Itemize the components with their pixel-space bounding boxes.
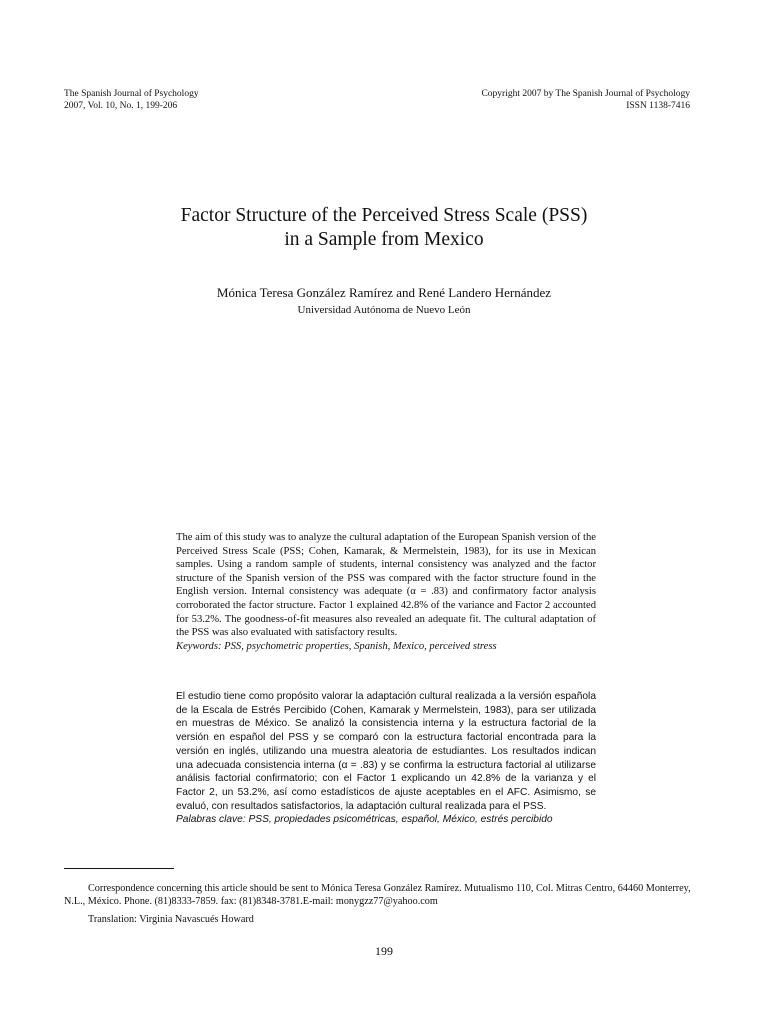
title-line-1: Factor Structure of the Perceived Stress Scale (PSS) — [180, 205, 588, 226]
abstract-spanish — [176, 690, 596, 827]
abstract-english — [176, 531, 596, 653]
journal-header-left — [64, 88, 199, 112]
correspondence-note: Correspondence concerning this article should be sent to Mónica Teresa González Ramírez. Mutualismo 110, Col. Mitras Centro, 64460 Monterrey, N.L., México. Phone. (81)8333-7859. fax: (81)8348-3781.E-mail: monygzz77@yahoo.com — [64, 883, 691, 907]
keywords-english: Keywords: PSS, psychometric properties, Spanish, Mexico, perceived stress — [176, 640, 497, 652]
authors: Mónica Teresa González Ramírez and René Landero Hernández — [216, 285, 552, 300]
keywords-spanish: Palabras clave: PSS, propiedades psicométricas, español, México, estrés percibido — [176, 814, 553, 826]
footnote-divider — [64, 868, 174, 869]
journal-header-right — [481, 88, 690, 112]
abstract-spanish-text: El estudio tiene como propósito valorar la adaptación cultural realizada a la versión española de la Escala de Estrés Percibido (Cohen, Kamarak y Mermelstein, 1983), para ser utilizada en muestras de México. Se analizó la consistencia interna y la estructura factorial de la versión en español del PSS y se comparó con la estructura factorial encontrada para la versión en inglés, utilizando una muestra aleatoria de estudiantes. Los resultados indican una adecuada consistencia interna (α = .83) y se confirma la estructura factorial al utilizarse análisis factorial confirmatorio; con el Factor 1 explicando un 42.8% de la varianza y el Factor 2, un 53.2%, así como estadísticos de ajuste aceptables en el AFC. Asimismo, se evaluó, con resultados satisfactorios, la adaptación cultural realizada para el PSS. — [176, 691, 596, 812]
title-line-2: in a Sample from Mexico — [284, 229, 484, 250]
journal-name: The Spanish Journal of Psychology — [64, 89, 199, 99]
affiliation: Universidad Autónoma de Nuevo León — [297, 304, 471, 316]
issn-line: ISSN 1138-7416 — [626, 101, 690, 111]
translation-note: Translation: Virginia Navascués Howard — [88, 914, 254, 925]
journal-volume: 2007, Vol. 10, No. 1, 199-206 — [64, 101, 178, 111]
copyright-line: Copyright 2007 by The Spanish Journal of Psychology — [481, 89, 690, 99]
abstract-english-text: The aim of this study was to analyze the cultural adaptation of the European Spanish version of the Perceived Stress Scale (PSS; Cohen, Kamarak, & Mermelstein, 1983), for its use in Mexican samples. Using a random sample of students, internal consistency was analyzed and the factor structure of the Spanish version of the PSS was compared with the factor structure found in the English version. Internal consistency was adequate (α = .83) and confirmatory factor analysis corroborated the factor structure. Factor 1 explained 42.8% of the variance and Factor 2 accounted for 53.2%. The goodness-of-fit measures also revealed an adequate fit. The cultural adaptation of the PSS was also evaluated with satisfactory results. — [176, 532, 596, 639]
article-title — [0, 204, 768, 252]
footnote — [64, 882, 694, 926]
page-number: 199 — [375, 944, 393, 958]
